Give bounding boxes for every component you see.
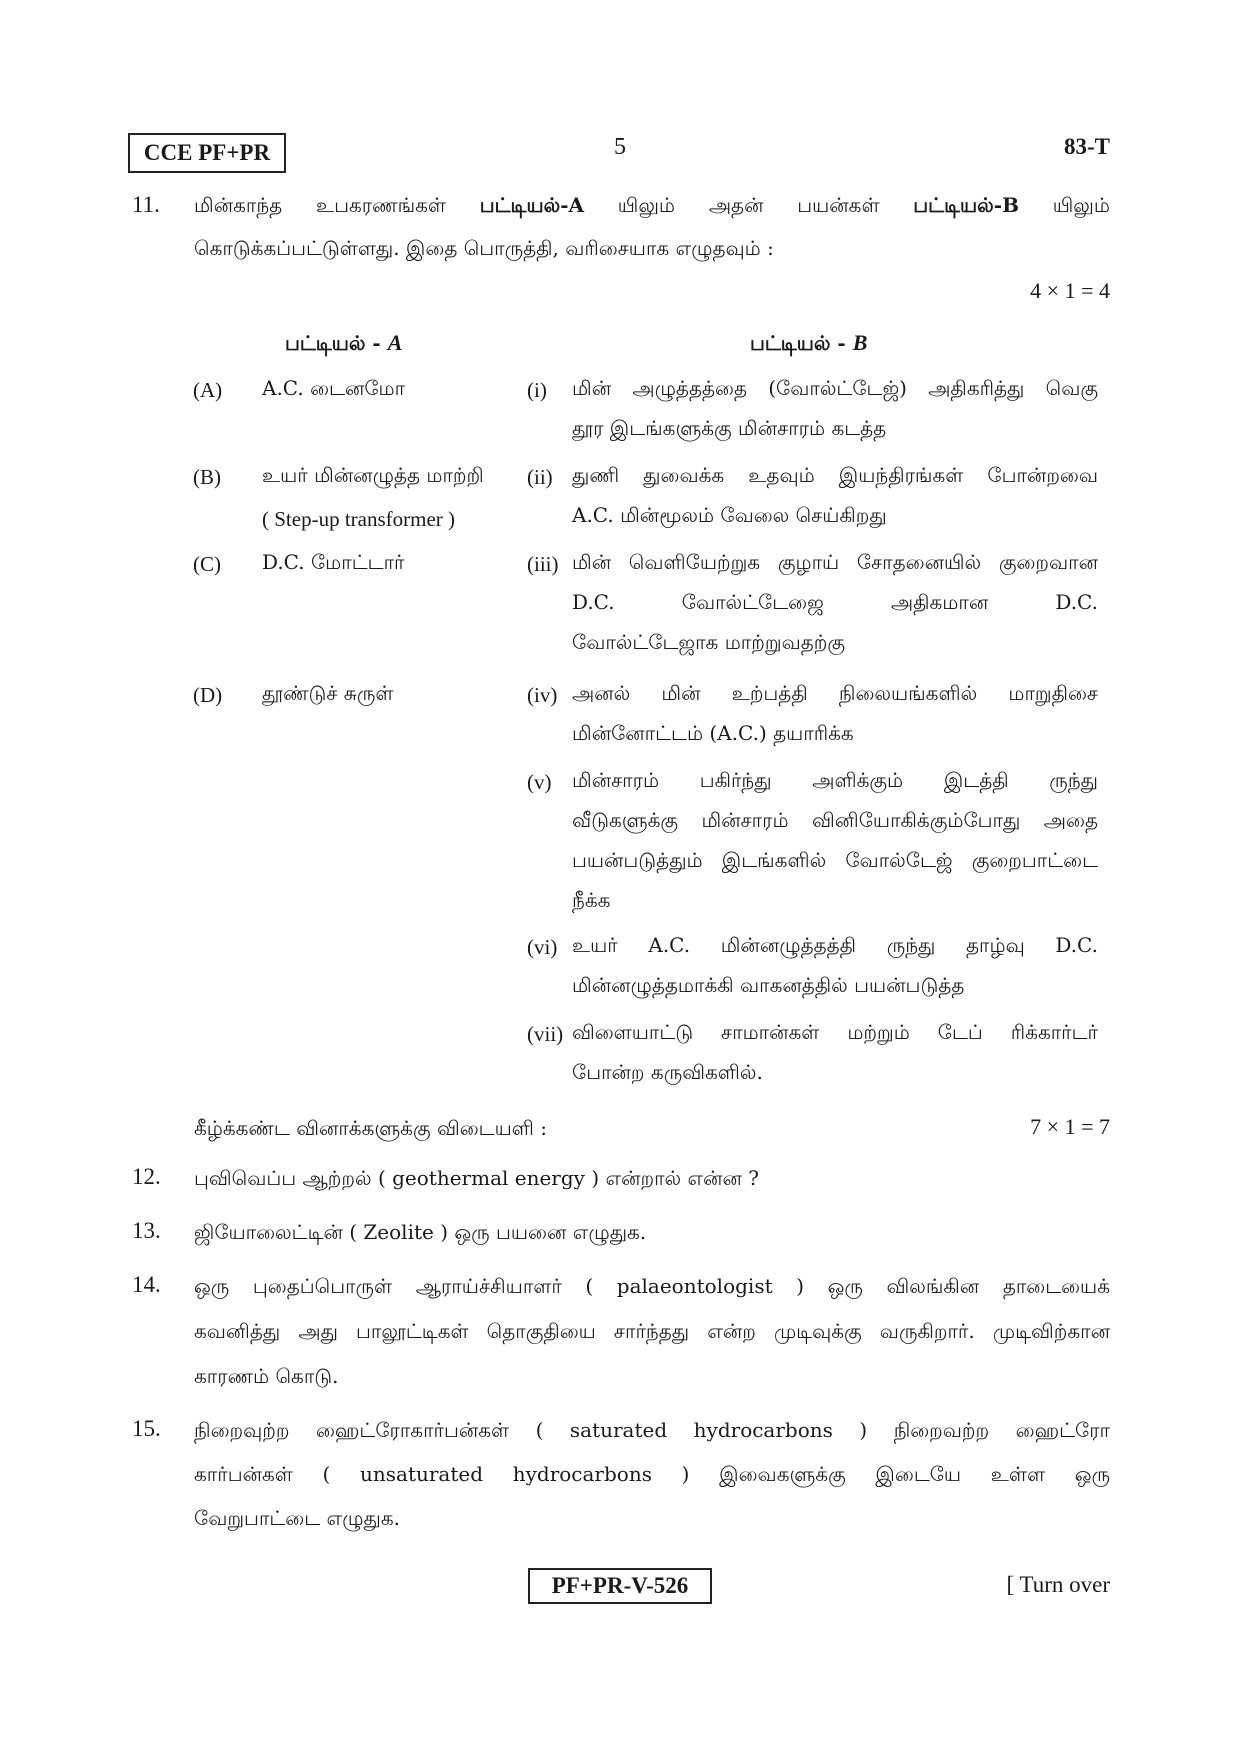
- question-13-text: ஜியோலைட்டின் ( Zeolite ) ஒரு பயனை எழுதுக.: [194, 1220, 647, 1244]
- q11-word: யிலும்: [1052, 193, 1110, 217]
- list-b-line: துணி துவைக்க உதவும் இயந்திரங்கள் போன்றவை: [572, 463, 1098, 487]
- q11-word: மின்காந்த: [194, 193, 283, 217]
- list-b-line: மின்னோட்டம் (A.C.) தயாரிக்க: [572, 721, 854, 745]
- list-b-line: A.C. மின்மூலம் வேலை செய்கிறது: [572, 503, 887, 527]
- list-b-label: (i): [527, 378, 547, 402]
- list-b-line: D.C. வோல்ட்டேஜை அதிகமான D.C.: [572, 590, 1098, 614]
- question-15-line: நிறைவுற்ற ஹைட்ரோகார்பன்கள் ( saturated hydrocarbons ) நிறைவற்ற ஹைட்ரோ: [194, 1418, 1110, 1442]
- question-15-line: கார்பன்கள் ( unsaturated hydrocarbons ) இவைகளுக்கு இடையே உள்ள ஒரு: [194, 1462, 1110, 1486]
- list-a-item-sub: ( Step-up transformer ): [262, 507, 456, 531]
- list-a-label: (A): [193, 378, 223, 402]
- q11-word: அதன்: [708, 193, 764, 217]
- question-11-line-1: [194, 184, 1110, 226]
- list-b-line: அனல் மின் உற்பத்தி நிலையங்களில் மாறுதிசை: [572, 681, 1098, 705]
- q11-word: உபகரணங்கள்: [315, 193, 446, 217]
- list-b-label: (v): [527, 770, 552, 794]
- list-b-line: போன்ற கருவிகளில்.: [572, 1060, 763, 1084]
- section-instruction: கீழ்க்கண்ட வினாக்களுக்கு விடையளி :: [194, 1116, 547, 1140]
- list-a-letter: A: [387, 330, 403, 355]
- list-b-letter: B: [852, 330, 868, 355]
- question-number: 14.: [132, 1272, 161, 1297]
- footer-code-box: [528, 1568, 712, 1604]
- q11-list-a-ref: பட்டியல்-A: [479, 193, 585, 217]
- list-b-line: உயர் A.C. மின்னழுத்தத்தி ருந்து தாழ்வு D.C.: [572, 933, 1098, 957]
- list-b-label: (ii): [527, 465, 553, 489]
- list-b-line: தூர இடங்களுக்கு மின்சாரம் கடத்த: [572, 416, 887, 440]
- turn-over-note: [ Turn over: [1006, 1572, 1110, 1597]
- paper-code-box: [128, 133, 286, 173]
- list-a-label: (D): [193, 683, 223, 707]
- paper-code: CCE PF+PR: [143, 140, 271, 165]
- question-number: 12.: [132, 1164, 161, 1189]
- q11-word: யிலும்: [617, 193, 676, 217]
- list-b-heading-text: பட்டியல் -: [750, 331, 846, 355]
- section-marks: 7 × 1 = 7: [1030, 1114, 1110, 1139]
- list-b-label: (vi): [527, 935, 558, 959]
- question-15-line: வேறுபாட்டை எழுதுக.: [194, 1506, 400, 1530]
- list-b-label: (vii): [527, 1022, 564, 1046]
- question-11-marks: 4 × 1 = 4: [1030, 278, 1110, 303]
- question-number: 15.: [132, 1416, 161, 1441]
- list-b-heading: [750, 330, 867, 358]
- list-a-heading: [285, 330, 402, 358]
- list-b-label: (iii): [527, 552, 559, 576]
- list-b-line: வீடுகளுக்கு மின்சாரம் வினியோகிக்கும்போது அதை: [572, 808, 1098, 832]
- question-number: 13.: [132, 1218, 161, 1243]
- list-b-label: (iv): [527, 683, 558, 707]
- list-a-item: D.C. மோட்டார்: [262, 550, 405, 574]
- subject-code: 83-T: [1064, 134, 1110, 159]
- q11-word: பயன்கள்: [797, 193, 880, 217]
- list-a-item: உயர் மின்னழுத்த மாற்றி: [262, 463, 484, 487]
- question-number: 11.: [132, 192, 160, 217]
- list-b-line: மின் வெளியேற்றுக குழாய் சோதனையில் குறைவான: [572, 550, 1098, 574]
- list-a-heading-text: பட்டியல் -: [285, 331, 381, 355]
- question-14-line: ஒரு புதைப்பொருள் ஆராய்ச்சியாளர் ( palaeontologist ) ஒரு விலங்கின தாடையைக்: [194, 1274, 1110, 1298]
- question-14-line: காரணம் கொடு.: [194, 1364, 339, 1388]
- list-b-line: வோல்ட்டேஜாக மாற்றுவதற்கு: [572, 630, 846, 654]
- footer-code: PF+PR-V-526: [551, 1573, 689, 1598]
- list-a-item: தூண்டுச் சுருள்: [262, 681, 394, 705]
- question-12-text: புவிவெப்ப ஆற்றல் ( geothermal energy ) என்றால் என்ன ?: [194, 1166, 759, 1190]
- list-b-line: நீக்க: [572, 888, 611, 912]
- q11-list-b-ref: பட்டியல்-B: [913, 193, 1019, 217]
- list-a-item: A.C. டைனமோ: [262, 376, 406, 400]
- list-b-line: மின்சாரம் பகிர்ந்து அளிக்கும் இடத்தி ருந்து: [572, 768, 1098, 792]
- page-number: 5: [614, 134, 626, 160]
- list-a-label: (B): [193, 465, 221, 489]
- question-11-line-2: கொடுக்கப்பட்டுள்ளது. இதை பொருத்தி, வரிசையாக எழுதவும் :: [194, 236, 774, 260]
- question-14-line: கவனித்து அது பாலூட்டிகள் தொகுதியை சார்ந்தது என்ற முடிவுக்கு வருகிறார். முடிவிற்கான: [194, 1319, 1110, 1343]
- list-b-line: மின் அழுத்தத்தை (வோல்ட்டேஜ்) அதிகரித்து வெகு: [572, 376, 1098, 400]
- list-a-label: (C): [193, 552, 221, 576]
- list-b-line: விளையாட்டு சாமான்கள் மற்றும் டேப் ரிக்கார்டர்: [572, 1020, 1098, 1044]
- list-b-line: பயன்படுத்தும் இடங்களில் வோல்டேஜ் குறைபாட்டை: [572, 848, 1098, 872]
- list-b-line: மின்னழுத்தமாக்கி வாகனத்தில் பயன்படுத்த: [572, 973, 965, 997]
